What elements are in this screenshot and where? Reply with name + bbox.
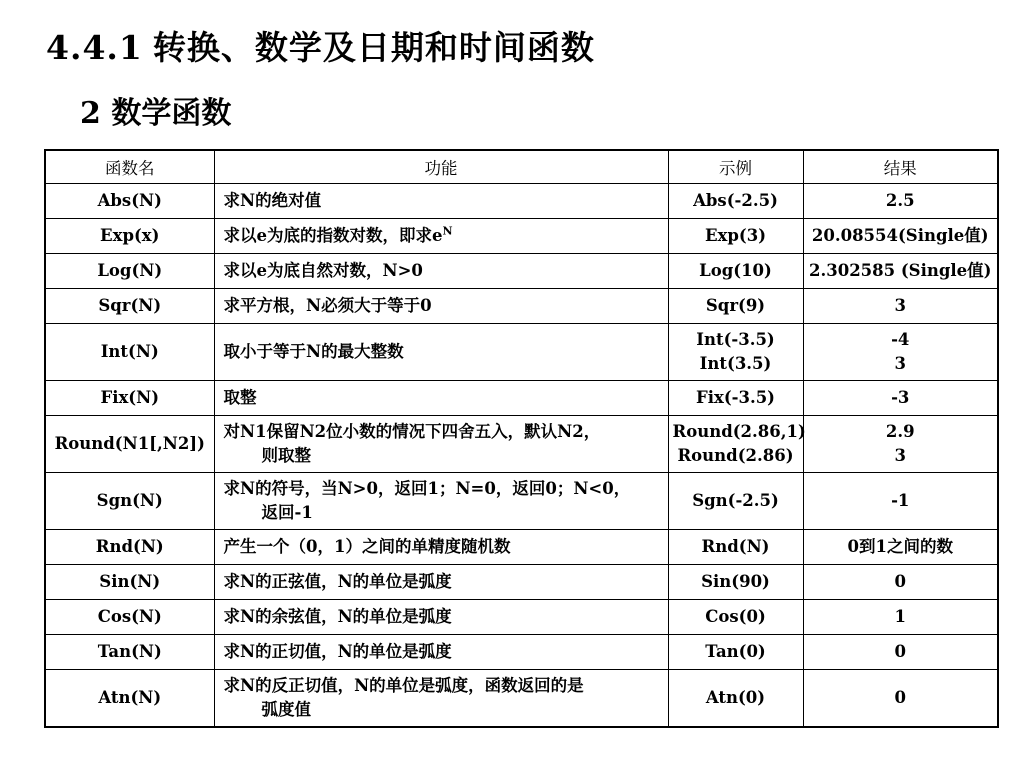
table-body (45, 184, 998, 728)
description-line: 取整 (223, 388, 257, 407)
description-line: 返回-1 (261, 503, 313, 522)
description-line: 求N的符号，当N>0，返回1；N=0，返回0；N<0， (223, 479, 631, 498)
description-line: 求以e为底自然对数，N>0 (223, 261, 423, 280)
example-line: Exp(3) (704, 226, 767, 245)
example-cell (668, 219, 803, 254)
page-title (46, 22, 595, 69)
function-description-cell (214, 670, 668, 728)
result-line: 0 (894, 572, 906, 591)
description-line: 取小于等于N的最大整数 (223, 342, 404, 361)
result-line: 3 (894, 446, 906, 465)
example-line: Sin(90) (701, 572, 770, 591)
example-line: Tan(0) (705, 642, 766, 661)
result-line: 2.9 (885, 422, 915, 441)
description-text: 求以e为底的指数对数，即求e (223, 226, 443, 245)
example-line: Abs(-2.5) (693, 191, 778, 210)
result-cell (803, 184, 998, 219)
description-line: 求N的余弦值，N的单位是弧度 (223, 607, 452, 626)
function-description-cell (214, 381, 668, 416)
result-cell (803, 670, 998, 728)
table-row (45, 381, 998, 416)
example-cell (668, 473, 803, 530)
math-functions-table (44, 149, 999, 728)
function-name-cell: Sqr(N) (45, 289, 214, 324)
function-name-cell: Log(N) (45, 254, 214, 289)
description-line (224, 224, 660, 248)
table-row (45, 473, 998, 530)
result-line: 20.08554(Single值) (811, 226, 989, 245)
result-cell (803, 565, 998, 600)
function-name-cell: Atn(N) (45, 670, 214, 728)
example-cell (668, 530, 803, 565)
result-line: -1 (891, 491, 910, 510)
function-description-cell (214, 635, 668, 670)
header-result: 结果 (803, 150, 998, 184)
function-description-cell (214, 254, 668, 289)
result-cell (803, 473, 998, 530)
function-name-cell: Rnd(N) (45, 530, 214, 565)
table-row (45, 219, 998, 254)
example-line: Int(-3.5) (696, 330, 775, 349)
description-line: 求N的绝对值 (223, 191, 322, 210)
example-line: Int(3.5) (699, 354, 772, 373)
function-name-cell: Int(N) (45, 324, 214, 381)
result-cell (803, 254, 998, 289)
example-line: Atn(0) (705, 688, 766, 707)
header-function-name: 函数名 (45, 150, 214, 184)
example-cell (668, 416, 806, 473)
result-cell (803, 219, 998, 254)
example-line: Round(2.86,1) (672, 422, 806, 441)
example-cell (668, 184, 803, 219)
result-cell (803, 635, 998, 670)
function-description-cell (214, 565, 668, 600)
description-line: 求N的正弦值，N的单位是弧度 (223, 572, 452, 591)
function-name-cell: Sgn(N) (45, 473, 214, 530)
result-line: -4 (891, 330, 910, 349)
section-title: 转换、数学及日期和时间函数 (152, 28, 595, 67)
function-description-cell (214, 219, 668, 254)
result-line: 1 (894, 607, 906, 626)
result-cell (803, 289, 998, 324)
function-description-cell (214, 184, 668, 219)
table-row (45, 530, 998, 565)
result-line: 2.302585 (Single值) (809, 261, 992, 280)
header-description: 功能 (214, 150, 668, 184)
example-line: Rnd(N) (701, 537, 770, 556)
function-name-cell: Abs(N) (45, 184, 214, 219)
result-cell (803, 381, 998, 416)
table-row (45, 254, 998, 289)
function-name-cell: Round(N1[,N2]) (45, 416, 214, 473)
table-row (45, 600, 998, 635)
example-line: Round(2.86) (677, 446, 794, 465)
function-name-cell: Exp(x) (45, 219, 214, 254)
result-cell (803, 416, 998, 473)
table-row (45, 670, 998, 728)
example-line: Log(10) (699, 261, 772, 280)
function-name-cell: Sin(N) (45, 565, 214, 600)
example-cell (668, 289, 803, 324)
result-line: 0 (894, 688, 906, 707)
example-cell (668, 381, 803, 416)
description-line: 则取整 (261, 446, 311, 465)
function-description-cell (214, 473, 668, 530)
table-row (45, 565, 998, 600)
function-description-cell (214, 324, 668, 381)
header-example: 示例 (668, 150, 803, 184)
description-line: 求平方根，N必须大于等于0 (223, 296, 432, 315)
function-description-cell (214, 600, 668, 635)
result-cell (803, 600, 998, 635)
example-cell (668, 324, 803, 381)
description-line: 求N的反正切值，N的单位是弧度，函数返回的是 (223, 676, 584, 695)
table-row (45, 289, 998, 324)
function-name-cell: Tan(N) (45, 635, 214, 670)
result-cell (803, 530, 998, 565)
description-line: 求N的正切值，N的单位是弧度 (223, 642, 452, 661)
example-line: Cos(0) (705, 607, 766, 626)
function-description-cell (214, 416, 668, 473)
function-name-cell: Cos(N) (45, 600, 214, 635)
result-line: 0到1之间的数 (847, 537, 953, 556)
example-cell (668, 254, 803, 289)
table-row (45, 635, 998, 670)
result-line: 3 (894, 296, 906, 315)
table-row (45, 416, 998, 473)
table-header-row (45, 150, 998, 184)
example-cell (668, 565, 803, 600)
function-description-cell (214, 530, 668, 565)
example-cell (668, 670, 803, 728)
description-line: 产生一个（0，1）之间的单精度随机数 (223, 537, 511, 556)
description-line: 弧度值 (261, 700, 311, 719)
example-cell (668, 635, 803, 670)
function-description-cell (214, 289, 668, 324)
example-line: Sqr(9) (705, 296, 766, 315)
superscript-text: N (442, 224, 453, 238)
function-name-cell: Fix(N) (45, 381, 214, 416)
table-row (45, 184, 998, 219)
result-line: 3 (894, 354, 906, 373)
result-line: 2.5 (885, 191, 915, 210)
example-line: Sgn(-2.5) (692, 491, 779, 510)
example-line: Fix(-3.5) (696, 388, 775, 407)
page-subtitle: 2 数学函数 (80, 96, 232, 131)
table-row (45, 324, 998, 381)
result-line: 0 (894, 642, 906, 661)
result-cell (803, 324, 998, 381)
example-cell (668, 600, 803, 635)
section-number: 4.4.1 (46, 28, 143, 67)
description-line: 对N1保留N2位小数的情况下四舍五入，默认N2， (223, 422, 601, 441)
result-line: -3 (891, 388, 910, 407)
